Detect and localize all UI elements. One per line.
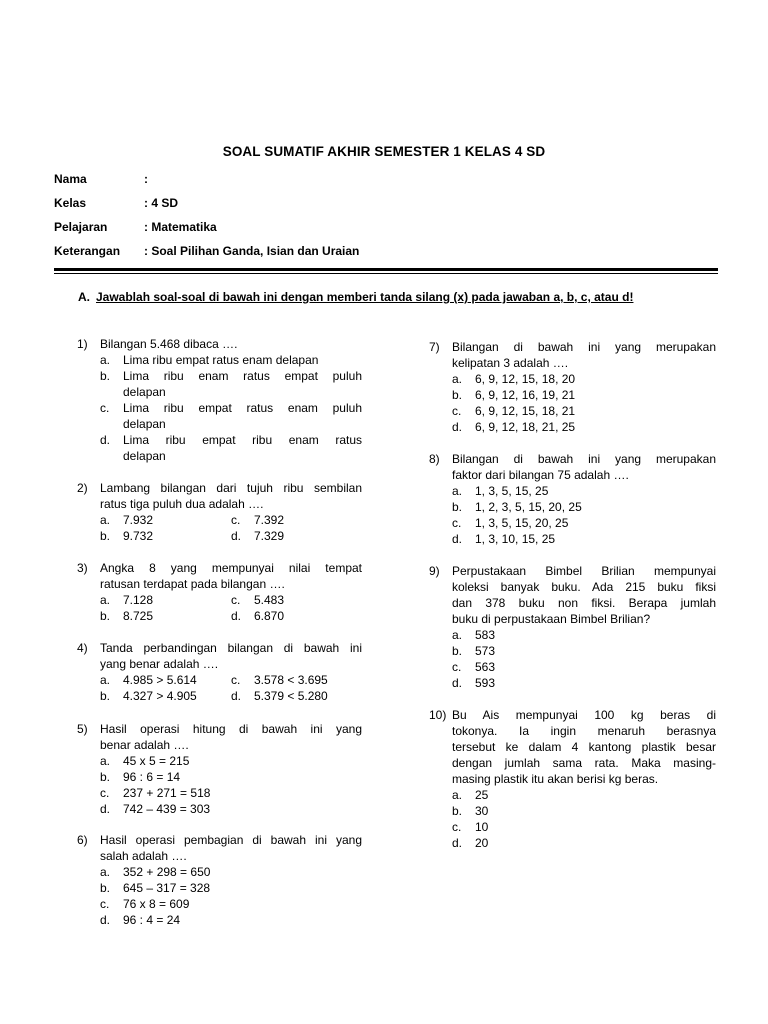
option-text: [475, 819, 716, 835]
question-stem-line: Hasil operasi hitung di bawah ini yang: [100, 722, 362, 736]
option-letter: c.: [231, 513, 241, 527]
answer-option: [100, 528, 231, 544]
option-text: [123, 432, 362, 464]
answer-option: [452, 659, 716, 675]
answer-option-row: [100, 592, 362, 608]
option-text: [475, 483, 716, 499]
option-text-line: 583: [475, 628, 496, 642]
answer-option: [452, 787, 716, 803]
question-number: 7): [429, 340, 440, 354]
option-letter: d.: [231, 689, 242, 703]
option-text: [475, 787, 716, 803]
section-instruction: [78, 290, 633, 304]
question-body: [100, 560, 362, 624]
info-label: Pelajaran: [54, 220, 108, 234]
answer-option: [100, 801, 362, 817]
answer-option: [100, 688, 231, 704]
option-text-line: 1, 3, 10, 15, 25: [475, 532, 556, 546]
option-text: 3.578 < 3.695: [254, 673, 328, 687]
question-number: 6): [77, 833, 88, 847]
answer-option: [231, 672, 362, 688]
option-letter: d.: [100, 913, 111, 927]
option-letter: c.: [100, 786, 110, 800]
answer-option: [100, 896, 362, 912]
option-letter: b.: [452, 644, 463, 658]
question-body: [100, 832, 362, 928]
option-letter: c.: [452, 516, 462, 530]
option-text: [475, 499, 716, 515]
question-stem-line: Bilangan 5.468 dibaca ….: [100, 337, 238, 351]
option-text: 6.870: [254, 609, 285, 623]
option-text-line: 30: [475, 804, 489, 818]
option-letter: a.: [452, 372, 463, 386]
answer-option: [100, 368, 362, 400]
option-text: [123, 785, 362, 801]
option-text-line: delapan: [123, 449, 166, 463]
option-text-line: 1, 3, 5, 15, 20, 25: [475, 516, 569, 530]
question-stem-line: Angka 8 yang mempunyai nilai tempat: [100, 561, 362, 575]
answer-option: [452, 835, 716, 851]
answer-option: [452, 515, 716, 531]
option-letter: a.: [100, 593, 111, 607]
option-text: [475, 531, 716, 547]
option-text-line: 96 : 4 = 24: [123, 913, 181, 927]
answer-option: [100, 352, 362, 368]
question-body: [452, 563, 716, 691]
option-text: [123, 896, 362, 912]
answer-option: [452, 403, 716, 419]
question-stem-line: Bilangan di bawah ini yang merupakan: [452, 340, 716, 354]
option-text-line: 352 + 298 = 650: [123, 865, 211, 879]
answer-option: [231, 688, 362, 704]
option-text: [123, 400, 362, 432]
option-text-line: 1, 3, 5, 15, 25: [475, 484, 549, 498]
info-row-nama: [54, 172, 148, 186]
option-letter: b.: [100, 881, 111, 895]
question-number: 1): [77, 337, 88, 351]
answer-option-row: [100, 688, 362, 704]
option-text: [475, 659, 716, 675]
question-stem-line: salah adalah ….: [100, 849, 187, 863]
option-text-line: 25: [475, 788, 489, 802]
option-letter: d.: [452, 676, 463, 690]
question-stem-line: tersebut ke dalam 4 kantong plastik besar: [452, 740, 716, 754]
option-letter: a.: [452, 484, 463, 498]
answer-option: [231, 592, 362, 608]
option-text-line: 45 x 5 = 215: [123, 754, 190, 768]
option-text: [123, 864, 362, 880]
answer-option-row: [100, 672, 362, 688]
question-number: 10): [429, 708, 447, 722]
question-body: [452, 707, 716, 851]
question-body: [452, 339, 716, 435]
question-stem-line: koleksi banyak buku. Ada 215 buku fiksi: [452, 580, 716, 594]
answer-option: [452, 819, 716, 835]
question-stem-line: ratusan terdapat pada bilangan ….: [100, 577, 285, 591]
option-letter: a.: [452, 788, 463, 802]
info-row-pelajaran: [54, 220, 217, 234]
answer-option-row: [100, 528, 362, 544]
info-row-kelas: [54, 196, 178, 210]
option-text-line: 10: [475, 820, 489, 834]
answer-option: [452, 531, 716, 547]
option-letter: d.: [231, 529, 242, 543]
answer-option: [100, 912, 362, 928]
answer-option: [100, 864, 362, 880]
option-letter: a.: [452, 628, 463, 642]
question-stem-line: Bu Ais mempunyai 100 kg beras di: [452, 708, 716, 722]
option-text-line: delapan: [123, 385, 166, 399]
option-text-line: Lima ribu enam ratus empat puluh: [123, 369, 362, 383]
question-stem-line: faktor dari bilangan 75 adalah ….: [452, 468, 629, 482]
question-stem-line: benar adalah ….: [100, 738, 189, 752]
option-letter: b.: [100, 609, 111, 623]
option-text: 8.725: [123, 609, 154, 623]
info-label: Nama: [54, 172, 87, 186]
option-letter: b.: [100, 689, 111, 703]
option-text-line: Lima ribu empat ribu enam ratus: [123, 433, 362, 447]
option-text-line: 237 + 271 = 518: [123, 786, 211, 800]
option-text-line: 96 : 6 = 14: [123, 770, 181, 784]
option-text: [475, 627, 716, 643]
question-stem-line: buku di perpustakaan Bimbel Brilian?: [452, 612, 651, 626]
option-text: 9.732: [123, 529, 154, 543]
option-letter: c.: [231, 673, 241, 687]
answer-option: [100, 608, 231, 624]
answer-option: [231, 528, 362, 544]
answer-option: [100, 785, 362, 801]
question-body: [100, 336, 362, 464]
option-text: [475, 643, 716, 659]
option-text-line: 6, 9, 12, 15, 18, 20: [475, 372, 576, 386]
question-body: [452, 451, 716, 547]
info-row-keterangan: [54, 244, 359, 258]
question-stem-line: yang benar adalah ….: [100, 657, 219, 671]
info-label: Kelas: [54, 196, 87, 210]
answer-option: [452, 371, 716, 387]
option-letter: c.: [452, 660, 462, 674]
option-text: [475, 419, 716, 435]
answer-option: [231, 608, 362, 624]
option-text-line: 20: [475, 836, 489, 850]
question-body: [100, 480, 362, 544]
question-stem-line: dan 378 buku non fiksi. Berapa jumlah: [452, 596, 716, 610]
option-letter: b.: [100, 770, 111, 784]
option-text: [475, 387, 716, 403]
option-text: [475, 803, 716, 819]
option-letter: b.: [452, 388, 463, 402]
option-text: 4.327 > 4.905: [123, 689, 197, 703]
option-letter: d.: [100, 802, 111, 816]
question-stem-line: Lambang bilangan dari tujuh ribu sembilan: [100, 481, 362, 495]
option-text-line: Lima ribu empat ratus enam puluh: [123, 401, 362, 415]
answer-option: [100, 672, 231, 688]
option-letter: a.: [100, 865, 111, 879]
option-letter: d.: [452, 420, 463, 434]
option-text: [123, 352, 362, 368]
answer-option: [452, 419, 716, 435]
info-label: Keterangan: [54, 244, 121, 258]
question-number: 3): [77, 561, 88, 575]
option-text-line: Lima ribu empat ratus enam delapan: [123, 353, 319, 367]
answer-option: [452, 387, 716, 403]
option-letter: a.: [100, 353, 111, 367]
question-stem-line: ratus tiga puluh dua adalah ….: [100, 497, 264, 511]
option-text: [123, 912, 362, 928]
option-text-line: 1, 2, 3, 5, 15, 20, 25: [475, 500, 582, 514]
option-text-line: 563: [475, 660, 496, 674]
option-text-line: 6, 9, 12, 18, 21, 25: [475, 420, 576, 434]
question-stem-line: tokonya. Ia ingin menaruh berasnya: [452, 724, 716, 738]
page-title: SOAL SUMATIF AKHIR SEMESTER 1 KELAS 4 SD: [222, 144, 546, 159]
option-text: [475, 403, 716, 419]
option-text: [123, 880, 362, 896]
question-stem-line: kelipatan 3 adalah ….: [452, 356, 569, 370]
answer-option: [100, 432, 362, 464]
option-text: 4.985 > 5.614: [123, 673, 197, 687]
section-instruction-text: Jawablah soal-soal di bawah ini dengan memberi tanda silang (x) pada jawaban a, b, c, atau d!: [96, 290, 634, 304]
answer-option: [100, 400, 362, 432]
option-letter: b.: [452, 500, 463, 514]
question-number: 4): [77, 641, 88, 655]
header-divider-thin: [54, 273, 718, 274]
question-body: [100, 721, 362, 817]
option-letter: b.: [452, 804, 463, 818]
option-text: 7.932: [123, 513, 154, 527]
option-text-line: 742 – 439 = 303: [123, 802, 211, 816]
option-text: 5.379 < 5.280: [254, 689, 328, 703]
option-letter: d.: [452, 532, 463, 546]
question-number: 9): [429, 564, 440, 578]
option-letter: d.: [231, 609, 242, 623]
answer-option: [100, 753, 362, 769]
option-text-line: 593: [475, 676, 496, 690]
answer-option: [452, 499, 716, 515]
answer-option-row: [100, 512, 362, 528]
option-text-line: 573: [475, 644, 496, 658]
question-stem-line: Bilangan di bawah ini yang merupakan: [452, 452, 716, 466]
option-letter: d.: [100, 433, 111, 447]
option-text: [123, 769, 362, 785]
answer-option: [452, 643, 716, 659]
answer-option: [231, 512, 362, 528]
answer-option: [452, 627, 716, 643]
option-letter: a.: [100, 754, 111, 768]
option-text: 7.392: [254, 513, 285, 527]
option-text-line: 645 – 317 = 328: [123, 881, 211, 895]
info-value: :: [144, 172, 148, 186]
info-value: : 4 SD: [144, 196, 179, 210]
question-number: 2): [77, 481, 88, 495]
question-stem-line: masing plastik itu akan berisi kg beras.: [452, 772, 659, 786]
answer-option: [452, 675, 716, 691]
option-text: [475, 371, 716, 387]
option-text: 7.128: [123, 593, 154, 607]
question-stem-line: Tanda perbandingan bilangan di bawah ini: [100, 641, 362, 655]
option-text: 7.329: [254, 529, 285, 543]
question-stem-line: Hasil operasi pembagian di bawah ini yang: [100, 833, 362, 847]
option-text: [475, 515, 716, 531]
answer-option: [452, 483, 716, 499]
question-body: [100, 640, 362, 704]
option-letter: c.: [452, 404, 462, 418]
option-text-line: delapan: [123, 417, 166, 431]
option-letter: c.: [231, 593, 241, 607]
option-letter: c.: [100, 401, 110, 415]
answer-option: [100, 769, 362, 785]
option-text-line: 6, 9, 12, 15, 18, 21: [475, 404, 576, 418]
option-text: 5.483: [254, 593, 285, 607]
option-letter: c.: [100, 897, 110, 911]
answer-option-row: [100, 608, 362, 624]
question-stem-line: Perpustakaan Bimbel Brilian mempunyai: [452, 564, 716, 578]
option-letter: a.: [100, 673, 111, 687]
option-text: [123, 801, 362, 817]
answer-option: [100, 592, 231, 608]
answer-option: [100, 880, 362, 896]
option-letter: a.: [100, 513, 111, 527]
option-text-line: 6, 9, 12, 16, 19, 21: [475, 388, 576, 402]
option-text: [123, 368, 362, 400]
answer-option: [452, 803, 716, 819]
option-letter: c.: [452, 820, 462, 834]
option-text: [475, 835, 716, 851]
option-letter: b.: [100, 369, 111, 383]
option-text: [123, 753, 362, 769]
option-letter: d.: [452, 836, 463, 850]
info-value: : Soal Pilihan Ganda, Isian dan Uraian: [144, 244, 360, 258]
question-number: 8): [429, 452, 440, 466]
question-number: 5): [77, 722, 88, 736]
question-stem-line: dengan jumlah sama rata. Maka masing-: [452, 756, 716, 770]
option-text-line: 76 x 8 = 609: [123, 897, 190, 911]
answer-option: [100, 512, 231, 528]
option-letter: b.: [100, 529, 111, 543]
header-divider-thick: [54, 268, 718, 271]
section-letter: A.: [78, 290, 90, 304]
info-value: : Matematika: [144, 220, 217, 234]
option-text: [475, 675, 716, 691]
